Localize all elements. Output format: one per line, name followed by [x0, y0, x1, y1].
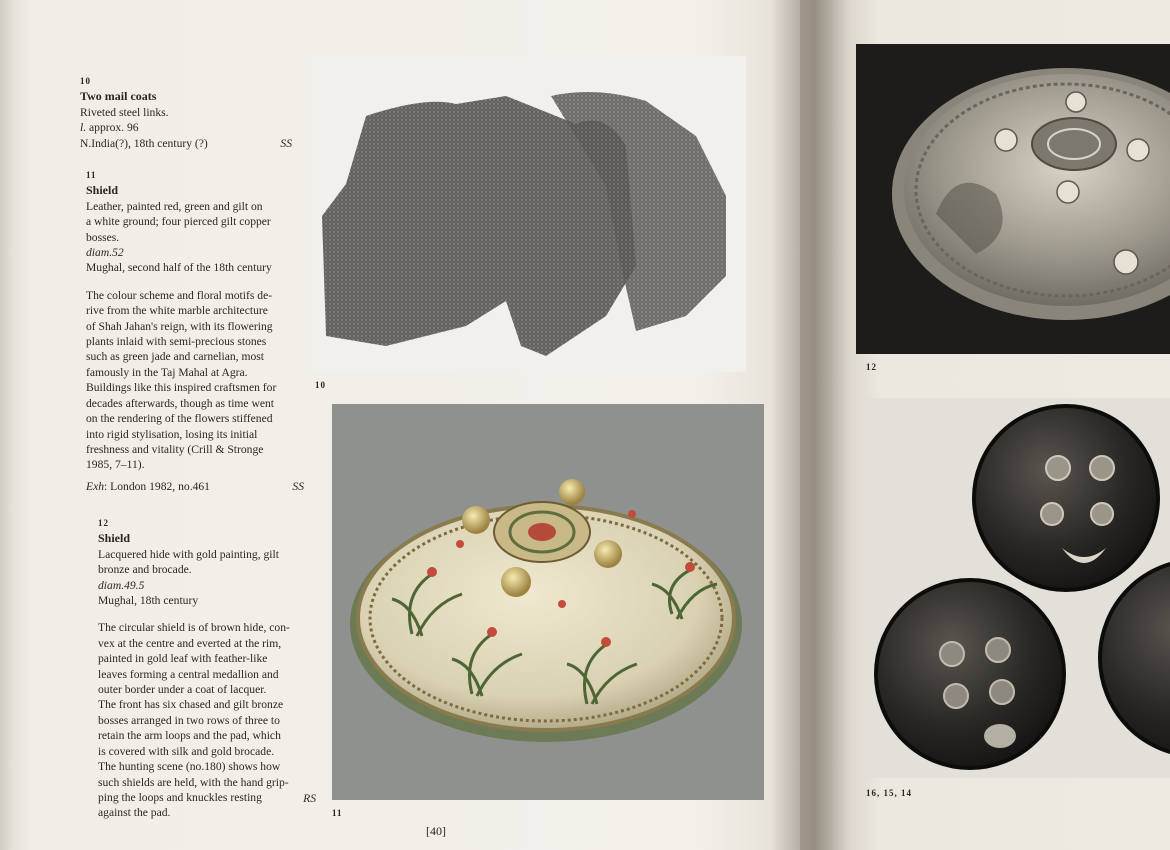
photo-mail-coats	[306, 56, 746, 372]
entry-dimension: l. approx. 96	[80, 121, 139, 135]
entry-origin: N.India(?), 18th century (?) SS	[80, 136, 292, 150]
shield-12-image	[856, 44, 1170, 354]
entry-title: Shield	[98, 531, 131, 546]
entry-number: 12	[98, 518, 109, 528]
book-gutter	[770, 0, 850, 850]
photo-shield-11	[332, 404, 764, 800]
caption-photo-11: 11	[332, 808, 343, 818]
caption-photo-12: 12	[866, 362, 877, 372]
entry-12	[98, 516, 316, 821]
caption-photo-16-15-14: 16, 15, 14	[866, 788, 912, 798]
photo-shields-16-15-14	[866, 398, 1170, 778]
entry-material: Lacquered hide with gold painting, gilt bronze and brocade.	[98, 547, 279, 577]
entry-number: 11	[86, 170, 97, 180]
entry-description: The circular shield is of brown hide, con- vex at the centre and everted at the rim, painted in gold leaf with feather-like leaves forming a central medallion and outer border under a coat of lacquer. The front has six chased and gilt bronze bosses arranged in two rows of three to retain the arm loops and the pad, which is covered with silk and gold brocade. The hunting scene (no.180) shows how such shields are held, with the hand grip- ping the loops and knuckles resting against the pad. RS	[98, 621, 316, 820]
entry-10	[80, 74, 292, 151]
entry-origin: Mughal, second half of the 18th century	[86, 261, 272, 275]
entry-material: Leather, painted red, green and gilt on a white ground; four pierced gilt copper bosses.	[86, 199, 271, 244]
entry-exhibition: Exh: London 1982, no.461 SS	[86, 479, 304, 493]
caption-photo-10: 10	[315, 380, 326, 390]
author-signature: RS	[303, 792, 316, 806]
entry-number: 10	[80, 76, 91, 86]
entry-title: Two mail coats	[80, 89, 157, 104]
author-signature: SS	[292, 479, 304, 493]
entry-title: Shield	[86, 183, 119, 198]
mail-coats-image	[306, 56, 746, 372]
entry-11	[86, 168, 304, 494]
entry-dimension: diam.52	[86, 246, 124, 260]
page-number: [40]	[426, 824, 446, 838]
photo-shield-12	[856, 44, 1170, 354]
entry-material: Riveted steel links.	[80, 105, 169, 119]
shield-11-image	[332, 404, 764, 800]
author-signature: SS	[280, 136, 292, 150]
entry-origin: Mughal, 18th century	[98, 594, 199, 608]
entry-dimension: diam.49.5	[98, 578, 145, 592]
shields-16-15-14-image	[866, 398, 1170, 778]
entry-description: The colour scheme and floral motifs de- rive from the white marble architecture of Shah Jahan's reign, with its flowering plants inlaid with semi-precious stones such as green jade and carnelian, most famously in the Taj Mahal at Agra. Buildings like this inspired craftsmen for decades afterwards, though as time went on the rendering of the flowers stiffened into rigid stylisation, losing its initial freshness and vitality (Crill & Stronge 1985, 7–11).	[86, 288, 277, 472]
